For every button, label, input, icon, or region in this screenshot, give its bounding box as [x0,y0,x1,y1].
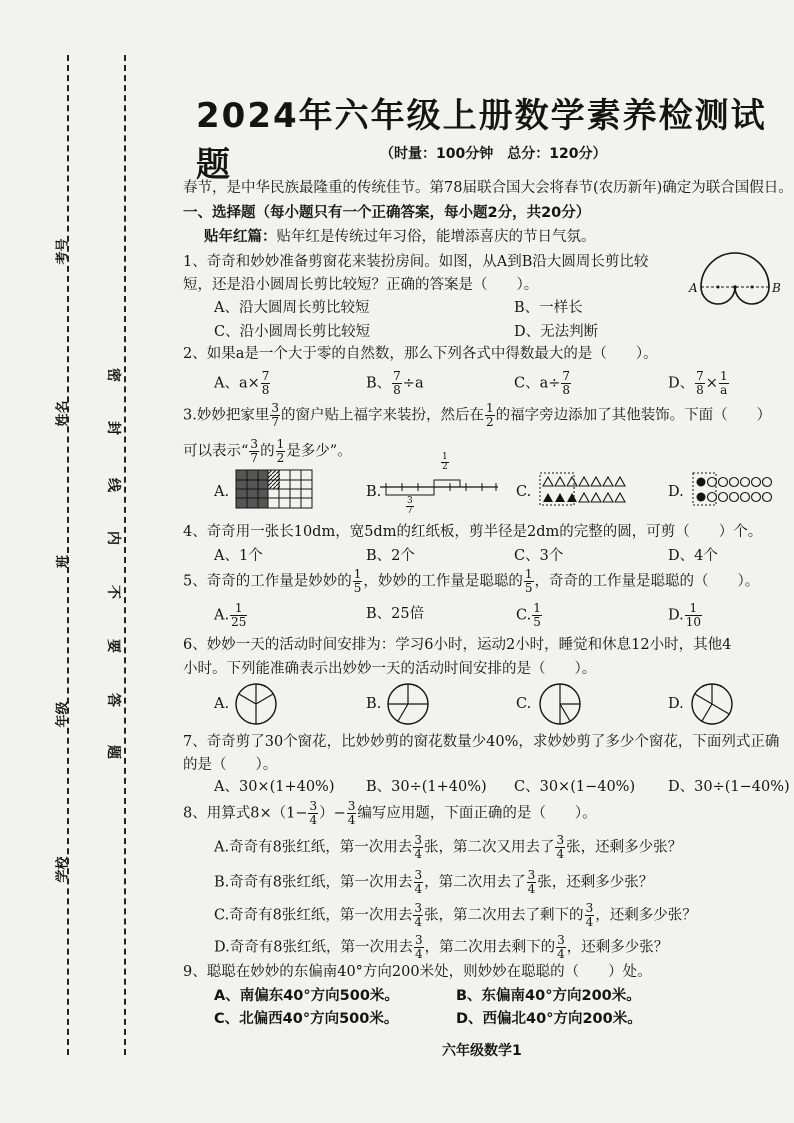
q2-b-den: 8 [393,383,401,397]
q3-n1: 1 [485,401,494,415]
q4-stem: 4、奇奇用一张长10dm，宽5dm的红纸板，剪半径是2dm的完整的圆，可剪（ ）个。 [183,524,763,540]
q2-d-den1: 8 [696,383,704,397]
q5-f2n: 1 [524,567,533,581]
q7-line2: 的是（ ）。 [183,757,278,773]
q2-d-den2: a [720,383,728,397]
q8-s2: ）− [319,805,346,822]
q8-a-f1n: 3 [414,833,422,847]
q5-cd: 5 [533,615,541,629]
q8-d-frac1 [414,934,424,961]
q3-b-37-d: 7 [407,505,413,516]
q5-frac-1 [353,568,363,595]
q8-stem [183,800,597,827]
q2-a-text: A、a× [214,375,260,392]
q8-f1n: 3 [309,799,318,813]
seal-char-2: 封 [105,421,121,435]
q6-line2: 小时。下列能准确表示出妙妙一天的活动时间安排的是（ ）。 [183,661,597,677]
q3-n1b: 1 [276,437,285,451]
q8-b-frac2 [527,869,537,896]
q4-option-d: D、4个 [668,548,718,564]
q8-c-frac1 [413,902,423,929]
q7-option-c: C、30×(1−40%) [514,779,636,795]
q2-stem: 2、如果a是一个大于零的自然数，那么下列各式中得数最大的是（ ）。 [183,346,658,362]
q1-line1: 1、奇奇和妙妙准备剪窗花来装扮房间。如图，从A到B沿大圆周长剪比较 [183,254,649,270]
q3-frac-3-7-b [249,438,259,465]
q2-c-den: 8 [562,383,571,397]
q5-f1n: 1 [353,567,362,581]
seal-char-6: 要 [105,639,121,653]
q3-l2a: 可以表示“ [183,443,249,460]
exam-number-label: 考号 [55,238,71,265]
q5-d-label: D. [668,607,684,624]
q5-option-c [516,602,543,629]
q8-a-f2n: 3 [556,833,565,847]
q8-c2: 张，第二次用去了剩下的 [424,907,584,924]
q2-d-num2: 1 [719,369,728,383]
q8-d-f1d: 4 [414,947,423,961]
q9-option-c: C、北偏西40°方向500米。 [214,1011,399,1027]
q8-a-frac1 [413,834,423,861]
q2-option-d [668,370,730,397]
q8-frac-1 [308,800,318,827]
section1-tag-line [204,227,596,247]
q8-b-f2d: 4 [527,882,536,896]
q1-option-b: B、一样长 [514,300,583,316]
section1-tag: 贴年红篇： [204,229,277,245]
q8-f1d: 4 [309,813,318,827]
q3-l2b: 的 [260,443,275,460]
q8-b-f1d: 4 [414,882,423,896]
q3-option-a-label: A. [214,484,230,500]
q4-option-b: B、2个 [366,548,415,564]
q1-figure-label-a: A [689,281,698,295]
q6-line1: 6、妙妙一天的活动时间安排为：学习6小时，运动2小时，睡觉和休息12小时，其他4 [183,637,732,653]
q5-option-d [668,602,703,629]
q8-option-a [214,834,682,861]
q8-c-f2n: 3 [585,901,594,915]
q3-l2c: 是多少”。 [286,443,352,460]
q3-b-half-d: 2 [442,461,448,472]
q9-option-d: D、西偏北40°方向200米。 [456,1011,642,1027]
q3-l1b: 的窗户贴上福字来装扮，然后在 [280,407,484,424]
q6-pie-b [386,682,430,726]
q6-option-d-label: D. [668,696,684,712]
q3-b-half-label [440,452,450,472]
q2-option-a [214,370,271,397]
q8-s1: 8、用算式8×（1− [183,805,308,822]
q3-frac-3-7 [270,402,280,429]
q5-c-label: C. [516,607,532,624]
q2-c-fraction [561,370,571,397]
q5-an: 1 [230,602,247,616]
q8-b3: 张，还剩多少张？ [537,874,654,891]
q5-cn: 1 [533,601,541,615]
q1-option-a: A、沿大圆周长剪比较短 [214,300,370,316]
q5-s1: 5、奇奇的工作量是妙妙的 [183,573,352,590]
q3-l1c: 的福字旁边添加了其他装饰。下面（ ） [495,407,772,424]
q2-option-c [514,370,572,397]
q8-option-b [214,869,653,896]
q8-a1: A.奇奇有8张红纸，第一次用去 [214,839,413,856]
q5-d-frac [685,602,702,629]
q5-f1d: 5 [353,581,362,595]
name-label: 姓名 [55,400,71,427]
q1-option-d: D、无法判断 [514,324,599,340]
q8-f2d: 4 [347,813,356,827]
seal-char-8: 题 [105,745,121,759]
q5-c-frac [532,602,542,629]
q4-option-a: A、1个 [214,548,263,564]
q7-option-d: D、30÷(1−40%) [668,779,790,795]
q5-stem [183,568,759,595]
q8-b2: ，第二次用去了 [424,874,526,891]
q2-b-num: 7 [393,369,401,383]
q2-a-den: 8 [261,383,270,397]
q5-option-a [214,602,248,629]
q9-stem: 9、聪聪在妙妙的东偏南40°方向200米处，则妙妙在聪聪的（ ）处。 [183,964,652,980]
q2-a-num: 7 [261,369,270,383]
section1-tag-text: 贴年红是传统过年习俗，能增添喜庆的节日气氛。 [276,229,596,245]
q2-b-label: B、 [366,375,392,392]
q3-option-c-triangles [540,472,630,506]
q2-b-text: ÷a [402,375,424,392]
q5-dd: 10 [685,615,701,629]
exam-time-score: （时量：100分钟 总分：120分） [380,146,607,162]
q8-s3: 编写应用题，下面正确的是（ ）。 [357,805,597,822]
q7-line1: 7、奇奇剪了30个窗花，比妙妙剪的窗花数量少40%，求妙妙剪了多少个窗花，下面列式正确 [183,734,780,750]
q2-option-b [366,370,424,397]
q6-pie-a [234,682,278,726]
q7-option-b: B、30÷(1+40%) [366,779,487,795]
page-footer: 六年级数学1 [442,1043,522,1059]
q3-n2: 2 [485,415,494,429]
grade-label: 年级 [55,701,71,728]
q2-c-text: C、a÷ [514,375,561,392]
q5-ad: 25 [231,615,247,629]
q2-d-times: × [705,375,718,392]
q3-n3b: 3 [250,437,259,451]
q8-b1: B.奇奇有8张红纸，第一次用去 [214,874,413,891]
q8-c-f1d: 4 [414,915,423,929]
q5-f2d: 5 [524,581,533,595]
q6-pie-d [690,682,734,726]
q3-b-37-label [405,496,415,516]
q3-l1a: 3.妙妙把家里 [183,407,270,424]
q6-option-c-label: C. [516,696,532,712]
seal-char-5: 不 [105,585,121,599]
q3-option-d-circles [692,472,772,506]
q8-b-f2n: 3 [527,868,536,882]
binding-line-inner [124,55,126,1055]
q2-d-label: D、 [668,375,695,392]
q5-a-frac [230,602,247,629]
q8-a-f2d: 4 [556,847,565,861]
q6-option-b-label: B. [366,696,382,712]
q3-option-c-label: C. [516,484,532,500]
q5-option-b: B、25倍 [366,606,425,622]
q8-f2n: 3 [347,799,356,813]
q9-option-a: A、南偏东40°方向500米。 [214,988,399,1004]
q1-figure-label-b: B [772,281,781,295]
q3-line2 [183,438,352,465]
seal-char-7: 答 [105,693,121,707]
q8-d-f1n: 3 [414,933,423,947]
q5-s2: ，妙妙的工作量是聪聪的 [363,573,523,590]
q2-d-fraction-1 [695,370,705,397]
q3-n2b: 2 [276,451,285,465]
q8-a-frac2 [555,834,565,861]
q8-d3: ，还剩多少张？ [566,939,669,956]
seal-char-3: 线 [105,478,121,492]
seal-char-1: 密 [105,368,121,382]
seal-char-4: 内 [105,531,121,545]
q3-option-b-label: B. [366,484,382,500]
section1-heading: 一、选择题（每小题只有一个正确答案，每小题2分，共20分） [183,205,591,221]
q8-d-f2d: 4 [557,947,565,961]
q3-frac-1-2 [485,402,495,429]
q6-option-a-label: A. [214,696,230,712]
q8-frac-2 [347,800,357,827]
q8-b-frac1 [414,869,424,896]
q8-d2: ，第二次用去剩下的 [424,939,556,956]
q3-n7b: 7 [250,451,259,465]
q3-line1 [183,402,771,429]
q2-b-fraction [392,370,402,397]
q3-b-37 [406,497,414,516]
q8-c-f1n: 3 [414,901,423,915]
q8-a-f1d: 4 [414,847,422,861]
q2-d-num1: 7 [696,369,704,383]
q8-b-f1n: 3 [414,868,423,882]
q5-dn: 1 [685,602,702,616]
q8-d-f2n: 3 [557,933,565,947]
q8-c-f2d: 4 [585,915,594,929]
q7-option-a: A、30×(1+40%) [214,779,335,795]
class-label: 班 [56,554,72,569]
q3-b-37-n: 3 [407,495,413,506]
q8-c1: C.奇奇有8张红纸，第一次用去 [214,907,413,924]
q8-d-frac2 [556,934,566,961]
q2-c-num: 7 [562,369,571,383]
q3-option-a-grid [236,470,312,508]
q3-n3: 3 [271,401,279,415]
q3-n7: 7 [271,415,279,429]
q8-a2: 张，第二次又用去了 [423,839,555,856]
q8-option-d [214,934,668,961]
q5-frac-2 [524,568,534,595]
q8-d1: D.奇奇有8张红纸，第一次用去 [214,939,413,956]
school-label: 学校 [55,856,71,883]
q3-option-d-label: D. [668,484,684,500]
q8-c-frac2 [585,902,595,929]
q8-option-c [214,902,697,929]
intro-text: 春节，是中华民族最隆重的传统佳节。第78届联合国大会将春节(农历新年)确定为联合国假日。 [183,180,793,196]
q1-option-c: C、沿小圆周长剪比较短 [214,324,371,340]
q4-option-c: C、3个 [514,548,564,564]
q3-b-half [441,453,449,472]
page-title: 2024年六年级上册数学素养检测试题 [196,96,767,185]
q3-frac-1-2-b [276,438,286,465]
q3-b-half-n: 1 [442,451,448,462]
q5-s3: ，奇奇的工作量是聪聪的（ ）。 [534,573,760,590]
q5-a-label: A. [214,607,230,624]
q8-a3: 张，还剩多少张？ [566,839,683,856]
q9-option-b: B、东偏南40°方向200米。 [456,988,641,1004]
q1-line2: 短，还是沿小圆周长剪比较短？正确的答案是（ ）。 [183,277,539,293]
q6-pie-c [538,682,582,726]
q8-c3: ，还剩多少张？ [595,907,697,924]
q2-a-fraction [261,370,271,397]
q2-d-fraction-2 [719,370,729,397]
q1-circle-figure [693,250,783,320]
